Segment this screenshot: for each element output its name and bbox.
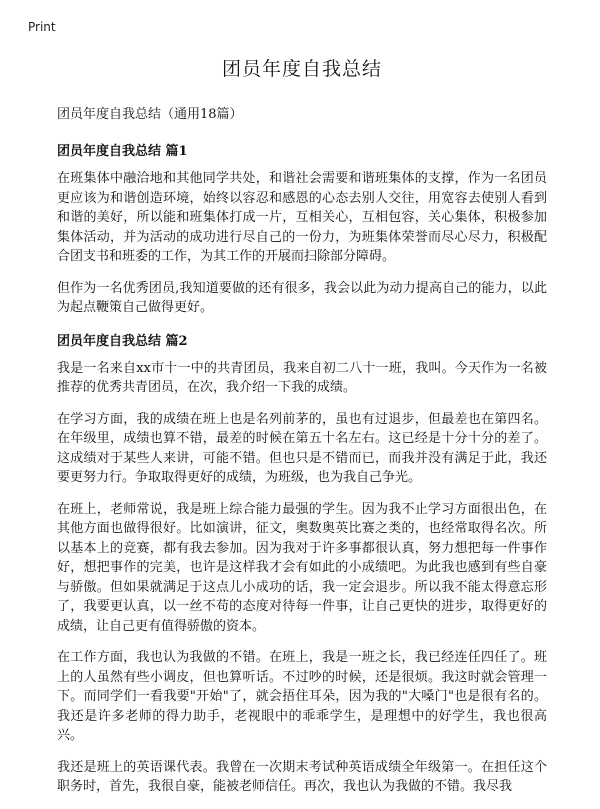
paragraph: 但作为一名优秀团员,我知道要做的还有很多，我会以此为动力提高自己的能力，以此为起点鞭策自己做得更好。 <box>57 280 547 315</box>
print-link[interactable]: Print <box>28 20 56 34</box>
document-page <box>57 48 547 809</box>
paragraph: 我是一名来自xx市十一中的共青团员，我来自初二八十一班，我叫。今天作为一名被推荐的优秀共青团员，在次，我介绍一下我的成绩。 <box>57 360 547 395</box>
paragraph: 在学习方面，我的成绩在班上也是名列前茅的，虽也有过退步，但最差也在第四名。在年级里，成绩也算不错，最差的时候在第五十名左右。这已经是十分十分的差了。这成绩对于某些人来讲，可能不错。但也只是不错而已，而我并没有满足于此，我还要更努力行。争取取得更好的成绩，为班级，也为我自己争光。 <box>57 411 547 485</box>
document-subtitle: 团员年度自我总结（通用18篇） <box>57 107 243 122</box>
section-heading-2: 团员年度自我总结 篇2 <box>57 333 188 349</box>
paragraph: 在班集体中融洽地和其他同学共处，和谐社会需要和谐班集体的支撑，作为一名团员更应该为和谐创造环境，始终以容忍和感恩的心态去别人交往，用宽容去使别人看到和谐的美好，所以能和班集体打成一片，互相关心，互相包容，关心集体，积极参加集体活动，并为活动的成功进行尽自己的一份力，为班集体荣誉而尽心尽力，积极配合团支书和班委的工作，为其工作的开展而扫除部分障碍。 <box>57 171 547 264</box>
page-title: 团员年度自我总结 <box>221 58 382 80</box>
paragraph: 在工作方面，我也认为我做的不错。在班上，我是一班之长，我已经连任四任了。班上的人虽然有些小调皮，但也算听话。不过吵的时候，还是很烦。我这时就会管理一下。而同学们一看我要"开始"了，就会捂住耳朵，因为我的"大嗓门"也是很有名的。我还是许多老师的得力助手，老视眼中的乖乖学生，是理想中的好学生，我也很高兴。 <box>57 650 547 743</box>
section-heading-1: 团员年度自我总结 篇1 <box>57 144 188 159</box>
paragraph: 我还是班上的英语课代表。我曾在一次期末考试种英语成绩全年级第一。在担任这个职务时，首先，我很自豪，能被老师信任。再次，我也认为我做的不错。我尽我 <box>57 759 547 794</box>
paragraph: 在班上，老师常说，我是班上综合能力最强的学生。因为我不止学习方面很出色，在其他方面也做得很好。比如演讲，征文，奥数奥英比赛之类的，也经常取得名次。所以基本上的竞赛，都有我去参加。因为我对于许多事都很认真，努力想把每一件事作好，想把事作的完美，也许是这样我才会有如此的小成绩吧。为此我也感到有些自豪与骄傲。但如果就满足于这点儿小成功的话，我一定会退步。所以我不能太得意忘形了，我要更认真，以一丝不苟的态度对待每一件事，让自己更快的进步，取得更好的成绩，让自己更有值得骄傲的资本。 <box>57 501 547 634</box>
